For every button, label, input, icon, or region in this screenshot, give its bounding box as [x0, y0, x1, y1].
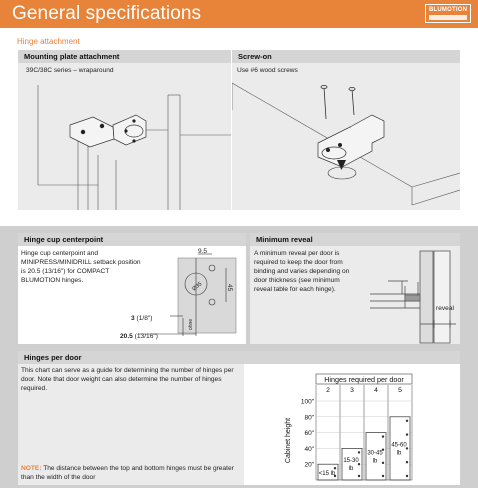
- hinge-marker: [382, 475, 384, 477]
- page-title: General specifications: [12, 3, 202, 24]
- hinge-marker: [406, 475, 408, 477]
- mounting-subtitle: 39C/38C series – wraparound: [26, 67, 114, 74]
- cup-dim-angle: Ø35: [191, 281, 204, 293]
- screwon-panel-body: [232, 63, 460, 210]
- screwon-panel: [232, 50, 460, 210]
- mounting-panel-title: Mounting plate attachment: [18, 50, 231, 63]
- hinges-chart: [244, 364, 460, 485]
- weight-label: 15-30: [343, 458, 359, 465]
- hinge-marker: [382, 435, 384, 437]
- mounting-illustration: [18, 75, 231, 210]
- screwon-illustration: [232, 75, 460, 210]
- hinges-chart-area: [244, 364, 460, 485]
- hinge-marker: [406, 433, 408, 435]
- reveal-diagram: [360, 246, 460, 344]
- cup-panel: [18, 233, 246, 344]
- chart-title: Hinges required per door: [324, 375, 404, 384]
- hinge-count-label: 4: [374, 387, 378, 394]
- cup-panel-body: [18, 246, 246, 344]
- weight-label-unit: lb: [348, 466, 354, 473]
- cup-description: Hinge cup centerpoint and MINIPRESS/MINIDRILL setback position is 20.5 (13/16") for COMPACT BLUMOTION hinges.: [21, 250, 141, 284]
- hinge-count-label: 5: [398, 387, 402, 394]
- hinges-panel: [18, 351, 460, 485]
- note-label: NOTE:: [21, 465, 42, 472]
- hinges-panel-title: Hinges per door: [18, 351, 460, 364]
- chart-ylabel: Cabinet height: [285, 417, 292, 464]
- weight-label-unit: lb: [396, 450, 402, 457]
- cup-dim-3: 3 (1/8"): [131, 315, 153, 322]
- hinge-count-label: 2: [326, 387, 330, 394]
- hinge-marker: [358, 475, 360, 477]
- hinges-note: [21, 464, 246, 482]
- height-tick-label: 100": [300, 398, 314, 406]
- logo-bar: [429, 15, 467, 20]
- cup-panel-title: Hinge cup centerpoint: [18, 233, 246, 246]
- cup-dim-right: 45: [226, 284, 233, 292]
- cup-dim-top: 9.5: [198, 248, 208, 255]
- weight-label: 45-60: [391, 442, 407, 449]
- height-tick-label: 20": [304, 461, 314, 469]
- hinge-marker: [334, 467, 336, 469]
- blumotion-logo: [425, 4, 471, 23]
- hinge-marker: [406, 420, 408, 422]
- screwon-panel-title: Screw-on: [232, 50, 460, 63]
- hinges-description: This chart can serve as a guide for determining the number of hinges per door. Note that door weight can also determine the number of hinges required.: [21, 367, 234, 392]
- weight-label-unit: lb: [372, 458, 378, 465]
- weight-label: <15 lb: [318, 471, 336, 477]
- height-tick-label: 60": [304, 430, 314, 438]
- height-tick-label: 40": [304, 445, 314, 453]
- weight-label: 30-45: [367, 450, 383, 457]
- cup-dim-inner: ohne: [188, 318, 194, 330]
- section-label: Hinge attachment: [17, 37, 80, 46]
- note-text: The distance between the top and bottom hinges must be greater than the width of the door: [21, 465, 234, 481]
- hinge-marker: [358, 451, 360, 453]
- hinges-panel-body: [18, 364, 460, 485]
- cup-diagram: [138, 246, 243, 344]
- mounting-panel: [18, 50, 231, 210]
- screwon-subtitle: Use #6 wood screws: [237, 67, 298, 74]
- hinge-count-label: 3: [350, 387, 354, 394]
- reveal-label: reveal: [436, 305, 454, 312]
- header-bar: [0, 0, 478, 28]
- hinge-marker: [382, 462, 384, 464]
- reveal-description: A minimum reveal per door is required to keep the door from binding and varies depending on door thickness (see minimum reveal table for each hinge).: [254, 250, 350, 293]
- mounting-panel-body: [18, 63, 231, 210]
- reveal-panel-body: [250, 246, 460, 344]
- cup-dim-205: 20.5 (13/16"): [120, 333, 158, 340]
- reveal-panel-title: Minimum reveal: [250, 233, 460, 246]
- logo-text: BLUMOTION: [429, 7, 468, 13]
- height-tick-label: 80": [304, 414, 314, 422]
- reveal-panel: [250, 233, 460, 344]
- hinge-marker: [406, 461, 408, 463]
